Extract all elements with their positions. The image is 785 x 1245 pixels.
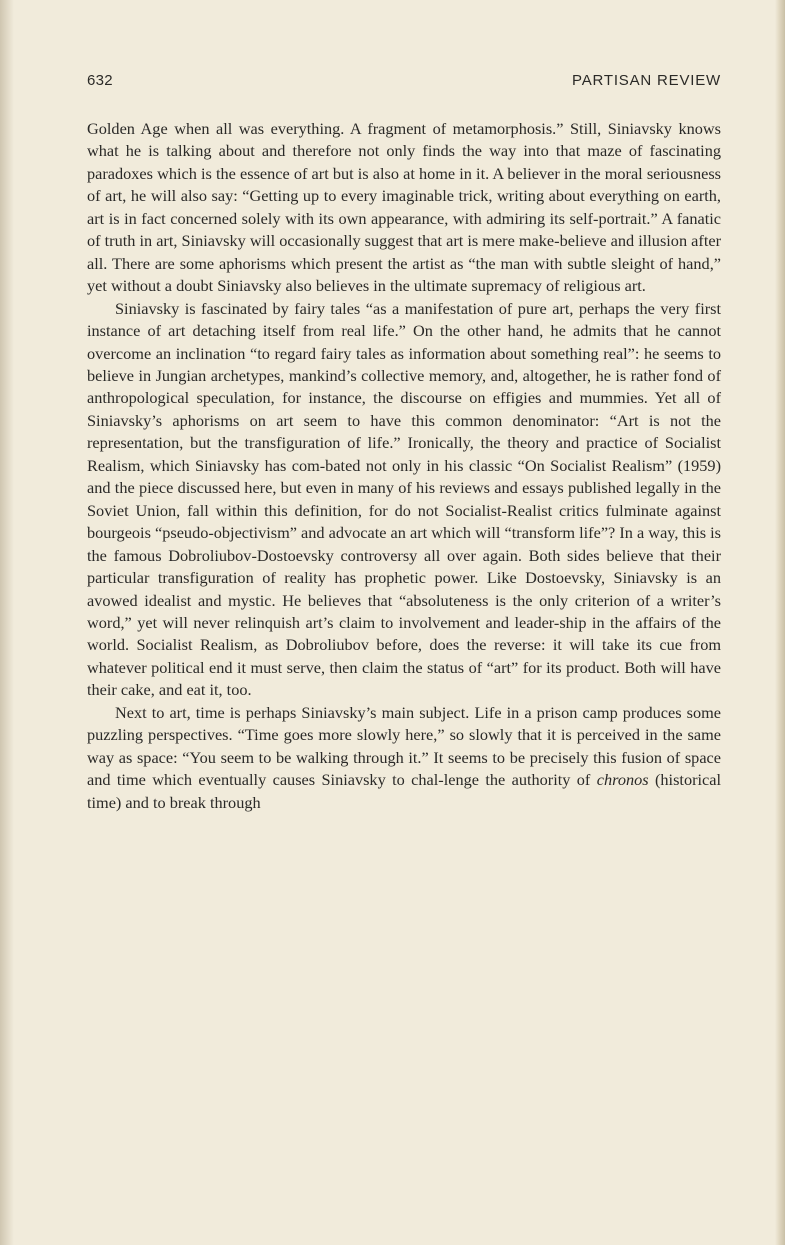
- paragraph-3: [87, 702, 721, 814]
- paragraph-1: Golden Age when all was everything. A fragment of metamorphosis.” Still, Siniavsky knows what he is talking about and therefore not only finds the way into that maze of fascinating paradoxes which is the essence of art but is also at home in it. A believer in the moral seriousness of art, he will also say: “Getting up to every imaginable trick, writing about everything on earth, art is in fact concerned solely with its own appearance, with admiring its self-portrait.” A fanatic of truth in art, Siniavsky will occasionally suggest that art is mere make-believe and illusion after all. There are some aphorisms which present the artist as “the man with subtle sleight of hand,” yet without a doubt Siniavsky also believes in the ultimate supremacy of religious art.: [87, 119, 721, 296]
- running-head: PARTISAN REVIEW: [572, 72, 721, 89]
- page-number: 632: [87, 72, 113, 89]
- page-gutter-shadow: [0, 0, 14, 1245]
- page-edge: [775, 0, 785, 1245]
- paragraph-3-text-end: (historical time) and to break through: [87, 770, 722, 812]
- page-header: [87, 72, 721, 92]
- paragraph-2: Siniavsky is fascinated by fairy tales “as a manifestation of pure art, perhaps the very first instance of art detaching itself from real life.” On the other hand, he admits that he cannot overcome an inclination “to regard fairy tales as information about something real”: he seems to believe in Jungian archetypes, mankind’s collective memory, and, altogether, he is rather fond of anthropological speculation, for instance, the discourse on effigies and mummies. Yet all of Siniavsky’s aphorisms on art seem to have this common denominator: “Art is not the representation, but the transfiguration of life.” Ironically, the theory and practice of Socialist Realism, which Siniavsky has com-bated not only in his classic “On Socialist Realism” (1959) and the piece discussed here, but even in many of his reviews and essays published legally in the Soviet Union, fall within this definition, for do not Socialist-Realist critics fulminate against bourgeois “pseudo-objectivism” and advocate an art which will “transform life”? In a way, this is the famous Dobroliubov-Dostoevsky controversy all over again. Both sides believe that their particular transfiguration of reality has prophetic power. Like Dostoevsky, Siniavsky is an avowed idealist and mystic. He believes that “absoluteness is the only criterion of a writer’s word,” yet will never relinquish art’s claim to involvement and leader-ship in the affairs of the world. Socialist Realism, as Dobroliubov before, does the reverse: it will take its cue from whatever political end it must serve, then claim the status of “art” for its product. Both will have their cake, and eat it, too.: [87, 298, 721, 700]
- paragraph-3-text-start: Next to art, time is perhaps Siniavsky’s main subject. Life in a prison camp produces some puzzling perspectives. “Time goes more slowly here,” so slowly that it is perceived in the same way as space: “You seem to be walking through it.” It seems to be precisely this fusion of space and time which eventually causes Siniavsky to chal-lenge the authority of: [87, 702, 721, 790]
- paragraph-3-italic-term: chronos: [596, 770, 649, 790]
- article-body: [87, 118, 721, 814]
